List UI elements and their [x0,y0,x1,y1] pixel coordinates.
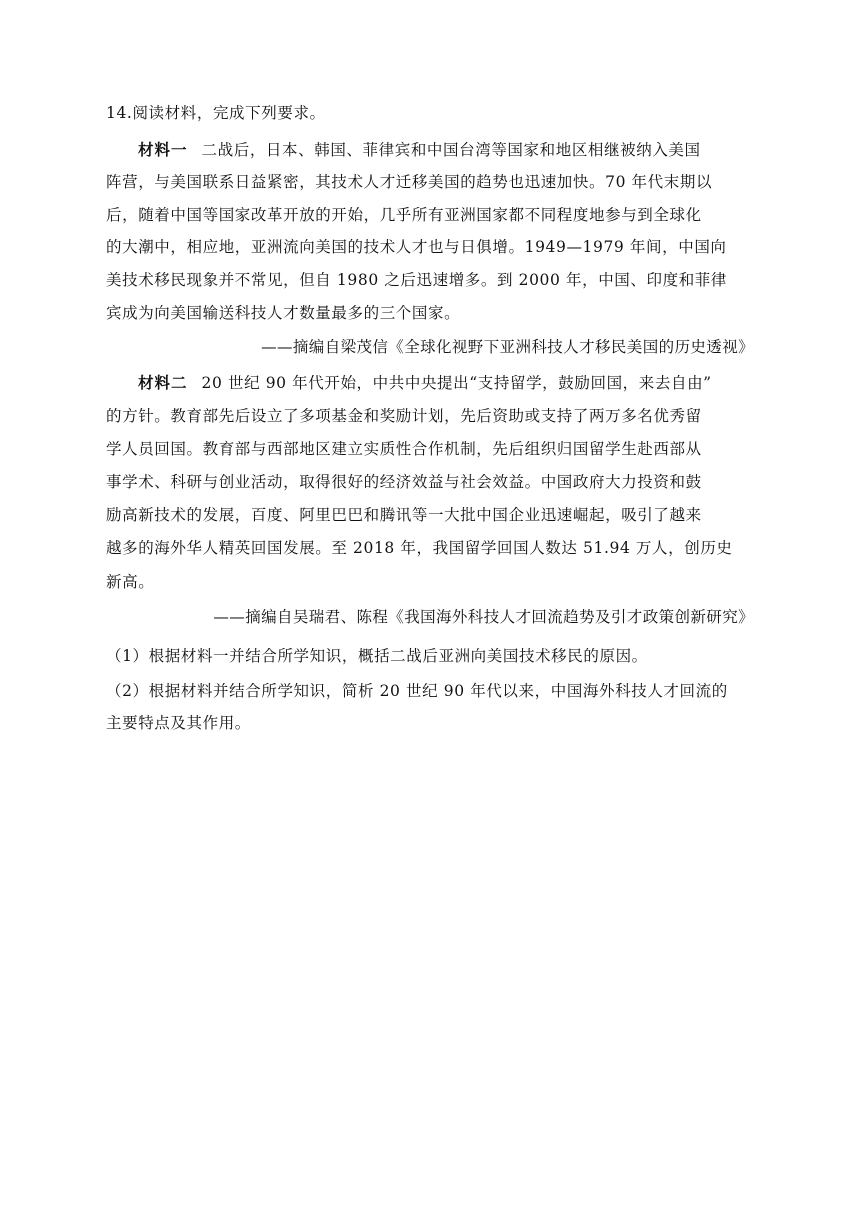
material1-line-4: 美技术移民现象并不常见，但自 1980 之后迅速增多。到 2000 年，中国、印度和菲律 [106,271,728,289]
material2-label: 材料二 [138,373,188,392]
sub-question-2-line-1: （2）根据材料并结合所学知识，简析 20 世纪 90 年代以来，中国海外科技人才回流的 [106,682,728,700]
material1-first-line [138,140,754,160]
material1-label: 材料一 [138,140,188,159]
material2-line-2: 学人员回国。教育部与西部地区建立实质性合作机制，先后组织归国留学生赴西部从 [106,440,702,458]
material1-source: ——摘编自梁茂信《全球化视野下亚洲科技人才移民美国的历史透视》 [261,338,754,356]
question-title: 14.阅读材料，完成下列要求。 [106,104,326,122]
material2-line-4: 励高新技术的发展，百度、阿里巴巴和腾讯等一大批中国企业迅速崛起，吸引了越来 [106,506,702,524]
material1-line-5: 宾成为向美国输送科技人才数量最多的三个国家。 [106,304,461,322]
material2-line-1: 的方针。教育部先后设立了多项基金和奖励计划，先后资助或支持了两万多名优秀留 [106,407,702,425]
sub-question-2-line-2: 主要特点及其作用。 [106,714,251,732]
sub-question-1: （1）根据材料一并结合所学知识，概括二战后亚洲向美国技术移民的原因。 [106,647,648,665]
material1-line-0: 二战后，日本、韩国、菲律宾和中国台湾等国家和地区相继被纳入美国 [201,141,701,159]
material2-source: ——摘编自吴瑞君、陈程《我国海外科技人才回流趋势及引才政策创新研究》 [213,608,754,626]
material1-line-3: 的大潮中，相应地，亚洲流向美国的技术人才也与日俱增。1949—1979 年间，中国向 [106,238,727,256]
material2-line-6: 新高。 [106,573,155,591]
material2-line-5: 越多的海外华人精英回国发展。至 2018 年，我国留学回国人数达 51.94 万人，创历史 [106,539,733,557]
material2-line-3: 事学术、科研与创业活动，取得很好的经济效益与社会效益。中国政府大力投资和鼓 [106,473,702,491]
material2-first-line [138,373,754,393]
material1-line-2: 后，随着中国等国家改革开放的开始，几乎所有亚洲国家都不同程度地参与到全球化 [106,206,702,224]
material1-line-1: 阵营，与美国联系日益紧密，其技术人才迁移美国的趋势也迅速加快。70 年代末期以 [106,173,713,191]
material2-line-0: 20 世纪 90 年代开始，中共中央提出“支持留学，鼓励回国，来去自由” [201,374,712,392]
